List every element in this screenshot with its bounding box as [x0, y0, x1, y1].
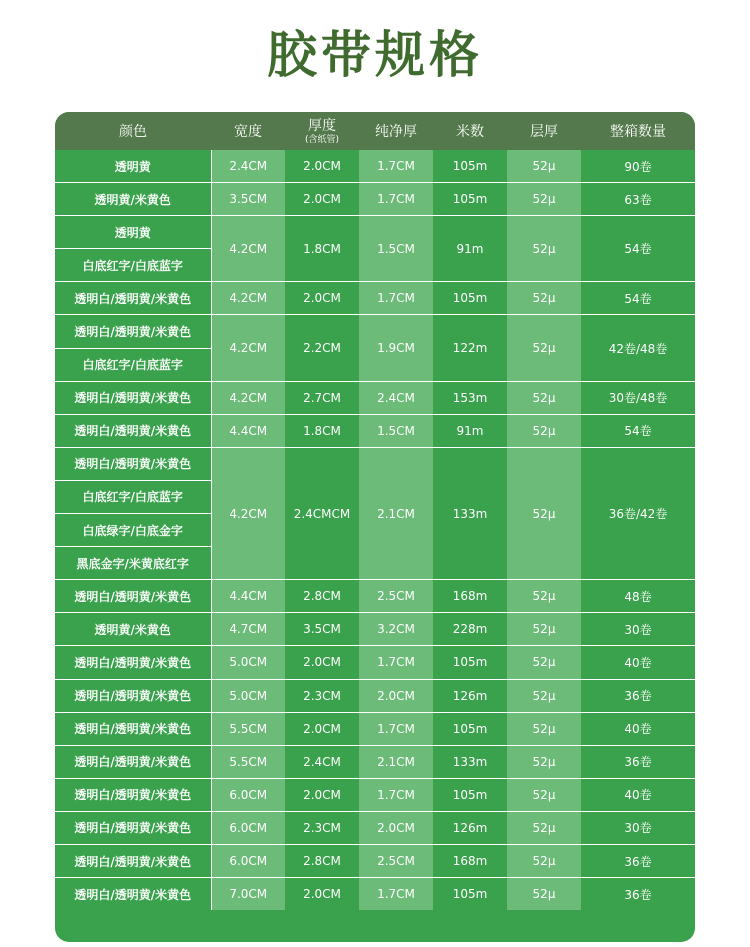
color-name-cell: 透明黄/米黄色	[55, 613, 211, 646]
net-thickness-cell: 2.1CM	[359, 745, 433, 778]
thickness-cell: 1.8CM	[285, 216, 359, 282]
net-thickness-cell: 1.7CM	[359, 150, 433, 183]
meters-cell: 168m	[433, 580, 507, 613]
table-row	[55, 878, 695, 911]
table-row	[55, 811, 695, 844]
table-row	[55, 381, 695, 414]
color-name-cell: 透明白/透明黄/米黄色	[55, 878, 211, 911]
table-row	[55, 646, 695, 679]
width-cell: 4.7CM	[211, 613, 285, 646]
color-name-cell: 白底红字/白底蓝字	[55, 249, 211, 282]
thickness-cell: 2.0CM	[285, 183, 359, 216]
meters-cell: 105m	[433, 712, 507, 745]
table-row	[55, 613, 695, 646]
header-net-thickness: 纯净厚	[359, 112, 433, 150]
layer-cell: 52μ	[507, 414, 581, 447]
table-row	[55, 183, 695, 216]
width-cell: 3.5CM	[211, 183, 285, 216]
layer-cell: 52μ	[507, 878, 581, 911]
layer-cell: 52μ	[507, 844, 581, 877]
width-cell: 5.0CM	[211, 646, 285, 679]
color-name-cell: 透明白/透明黄/米黄色	[55, 580, 211, 613]
thickness-cell: 2.7CM	[285, 381, 359, 414]
net-thickness-cell: 1.5CM	[359, 216, 433, 282]
thickness-cell: 2.3CM	[285, 811, 359, 844]
box-qty-cell: 36卷	[581, 745, 695, 778]
meters-cell: 105m	[452, 887, 488, 902]
table-row	[55, 679, 695, 712]
table-row	[55, 778, 695, 811]
color-name-cell: 透明黄	[55, 216, 211, 249]
thickness-cell: 2.4CM	[285, 745, 359, 778]
color-name-cell: 透明白/透明黄/米黄色	[55, 778, 211, 811]
thickness-cell: 2.8CM	[285, 580, 359, 613]
color-name-cell: 透明白/透明黄/米黄色	[55, 315, 211, 348]
layer-cell: 52μ	[507, 778, 581, 811]
width-cell: 4.2CM	[211, 381, 285, 414]
meters-cell: 153m	[433, 381, 507, 414]
color-name-cell: 透明白/透明黄/米黄色	[55, 679, 211, 712]
net-thickness-cell: 2.5CM	[359, 844, 433, 877]
thickness-cell: 3.5CM	[285, 613, 359, 646]
width-cell: 5.0CM	[211, 679, 285, 712]
box-qty-cell: 40卷	[581, 778, 695, 811]
color-name-cell: 透明白/透明黄/米黄色	[55, 447, 211, 480]
header-box-qty: 整箱数量	[581, 112, 695, 150]
table-row	[55, 844, 695, 877]
box-qty-cell: 30卷/48卷	[581, 381, 695, 414]
layer-cell: 52μ	[507, 150, 581, 183]
net-thickness-cell: 1.7CM	[359, 712, 433, 745]
box-qty-cell: 90卷	[581, 150, 695, 183]
layer-cell: 52μ	[507, 447, 581, 579]
table-row	[55, 216, 695, 249]
box-qty-cell: 40卷	[581, 712, 695, 745]
layer-cell: 52μ	[507, 811, 581, 844]
net-thickness-cell: 2.0CM	[359, 811, 433, 844]
table-header-row	[55, 112, 695, 150]
table-row	[55, 745, 695, 778]
box-qty-cell: 54卷	[581, 282, 695, 315]
meters-cell: 126m	[433, 811, 507, 844]
thickness-cell: 2.2CM	[285, 315, 359, 381]
color-name-cell: 白底红字/白底蓝字	[55, 348, 211, 381]
net-thickness-cell: 1.7CM	[359, 878, 433, 911]
color-name-cell: 透明白/透明黄/米黄色	[55, 381, 211, 414]
box-qty-cell: 36卷	[624, 887, 652, 902]
layer-cell: 52μ	[507, 613, 581, 646]
width-cell: 4.2CM	[211, 282, 285, 315]
header-thickness	[285, 112, 359, 150]
net-thickness-cell: 2.0CM	[359, 679, 433, 712]
net-thickness-cell: 2.1CM	[359, 447, 433, 579]
color-name-cell: 白底绿字/白底金字	[55, 514, 211, 547]
color-name-cell: 透明白/透明黄/米黄色	[55, 414, 211, 447]
thickness-cell: 2.4CMCM	[285, 447, 359, 579]
box-qty-cell: 30卷	[581, 811, 695, 844]
layer-cell: 52μ	[507, 183, 581, 216]
thickness-cell: 2.0CM	[285, 282, 359, 315]
box-qty-cell: 40卷	[581, 646, 695, 679]
layer-cell: 52μ	[507, 580, 581, 613]
color-name-cell: 透明白/透明黄/米黄色	[55, 844, 211, 877]
color-name-cell: 白底红字/白底蓝字	[55, 480, 211, 513]
meters-cell: 105m	[433, 183, 507, 216]
width-cell: 4.2CM	[211, 315, 285, 381]
table-row	[55, 712, 695, 745]
meters-cell: 105m	[433, 150, 507, 183]
width-cell: 2.4CM	[211, 150, 285, 183]
header-width: 宽度	[211, 112, 285, 150]
color-name-cell: 透明白/透明黄/米黄色	[55, 282, 211, 315]
color-name-cell: 透明白/透明黄/米黄色	[55, 745, 211, 778]
width-cell: 7.0CM	[211, 878, 285, 911]
header-thickness-note: (含纸管)	[304, 134, 340, 145]
spec-table	[55, 112, 695, 910]
meters-cell: 105m	[433, 778, 507, 811]
box-qty-cell: 36卷	[581, 679, 695, 712]
color-name-cell: 透明白/透明黄/米黄色	[55, 646, 211, 679]
color-name-cell: 透明黄	[55, 150, 211, 183]
thickness-cell: 2.0CM	[285, 712, 359, 745]
box-qty-cell: 30卷	[581, 613, 695, 646]
box-qty-cell: 42卷/48卷	[581, 315, 695, 381]
width-cell: 4.4CM	[211, 580, 285, 613]
thickness-cell: 1.8CM	[285, 414, 359, 447]
box-qty-cell: 36卷/42卷	[581, 447, 695, 579]
header-thickness-label: 厚度	[308, 117, 336, 134]
meters-cell: 133m	[433, 447, 507, 579]
table-row	[55, 150, 695, 183]
color-name-cell: 透明白/透明黄/米黄色	[55, 811, 211, 844]
meters-cell: 105m	[433, 646, 507, 679]
thickness-cell: 2.8CM	[285, 844, 359, 877]
spec-table-container	[55, 112, 695, 942]
box-qty-cell: 54卷	[581, 216, 695, 282]
width-cell: 4.2CM	[211, 216, 285, 282]
header-layer: 层厚	[507, 112, 581, 150]
meters-cell: 228m	[433, 613, 507, 646]
width-cell: 4.4CM	[211, 414, 285, 447]
net-thickness-cell: 1.7CM	[359, 778, 433, 811]
table-row	[55, 580, 695, 613]
table-row	[55, 315, 695, 348]
color-name-cell: 黑底金字/米黄底红字	[55, 547, 211, 580]
layer-cell: 52μ	[507, 679, 581, 712]
width-cell: 5.5CM	[211, 712, 285, 745]
box-qty-cell: 36卷	[581, 844, 695, 877]
color-name-cell: 透明黄/米黄色	[55, 183, 211, 216]
layer-cell: 52μ	[507, 646, 581, 679]
meters-cell: 168m	[433, 844, 507, 877]
meters-cell: 105m	[433, 282, 507, 315]
net-thickness-cell: 2.5CM	[359, 580, 433, 613]
width-cell: 6.0CM	[211, 778, 285, 811]
header-color: 颜色	[55, 112, 211, 150]
header-meters: 米数	[433, 112, 507, 150]
width-cell: 6.0CM	[211, 844, 285, 877]
box-qty-cell: 48卷	[581, 580, 695, 613]
table-row	[55, 447, 695, 480]
box-qty-cell: 63卷	[581, 183, 695, 216]
net-thickness-cell: 1.9CM	[359, 315, 433, 381]
layer-cell: 52μ	[507, 745, 581, 778]
net-thickness-cell: 1.7CM	[359, 183, 433, 216]
thickness-cell: 2.0CM	[285, 778, 359, 811]
meters-cell: 126m	[433, 679, 507, 712]
page-title: 胶带规格	[267, 26, 483, 84]
table-row	[55, 282, 695, 315]
layer-cell: 52μ	[507, 282, 581, 315]
thickness-cell: 2.0CM	[303, 887, 341, 902]
net-thickness-cell: 1.7CM	[359, 646, 433, 679]
meters-cell: 91m	[433, 414, 507, 447]
layer-cell: 52μ	[507, 216, 581, 282]
thickness-cell: 2.0CM	[285, 150, 359, 183]
layer-cell: 52μ	[507, 712, 581, 745]
table-body	[55, 150, 695, 910]
net-thickness-cell: 1.7CM	[359, 282, 433, 315]
net-thickness-cell: 3.2CM	[359, 613, 433, 646]
layer-cell: 52μ	[507, 381, 581, 414]
layer-cell: 52μ	[507, 315, 581, 381]
net-thickness-cell: 1.5CM	[359, 414, 433, 447]
meters-cell: 91m	[433, 216, 507, 282]
net-thickness-cell: 2.4CM	[359, 381, 433, 414]
width-cell: 6.0CM	[211, 811, 285, 844]
meters-cell: 133m	[433, 745, 507, 778]
thickness-cell: 2.3CM	[285, 679, 359, 712]
box-qty-cell: 54卷	[581, 414, 695, 447]
table-row	[55, 414, 695, 447]
color-name-cell: 透明白/透明黄/米黄色	[55, 712, 211, 745]
width-cell: 5.5CM	[211, 745, 285, 778]
thickness-cell: 2.0CM	[285, 646, 359, 679]
width-cell: 4.2CM	[211, 447, 285, 579]
meters-cell: 122m	[433, 315, 507, 381]
